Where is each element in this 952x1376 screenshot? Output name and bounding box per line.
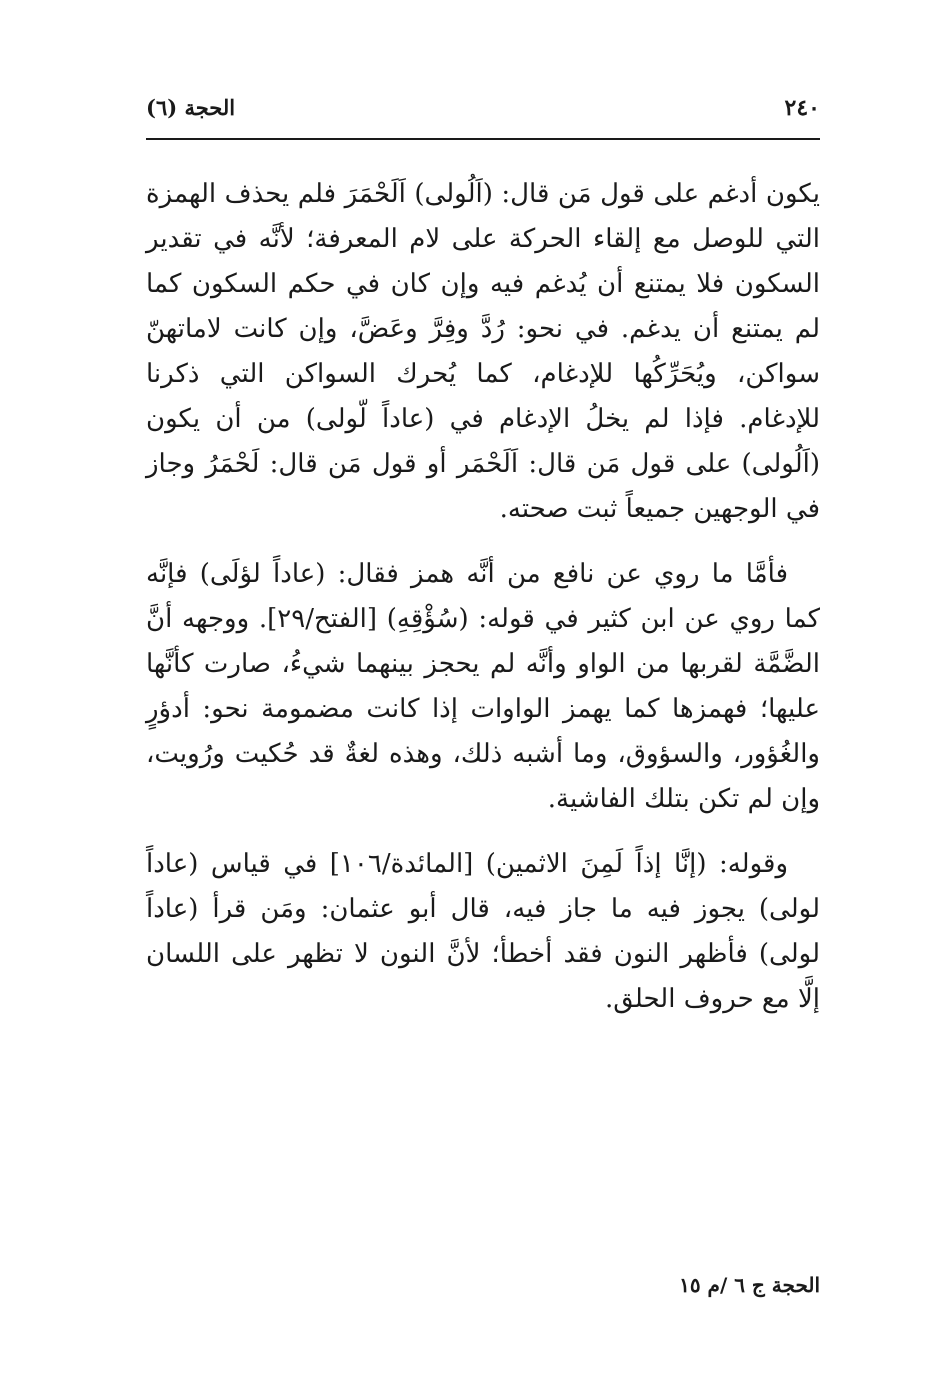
body-text: [146, 172, 820, 1042]
running-title: الحجة (٦): [146, 95, 236, 120]
paragraph: فأمَّا ما روي عن نافع من أنَّه همز فقال: (عاداً لؤلَى) فإنَّه كما روي عن ابن كثير في قوله: (سُؤْقِهِ) [الفتح/٢٩]. ووجهه أنَّ الضَّمَّة لقربها من الواو وأنَّه لم يحجز بينهما شيءُ، صارت كأنَّها عليها؛ فهمزها كما يهمز الواوات إذا كانت مضمومة نحو: أدؤرٍ والغُؤور، والسؤوق، وما أشبه ذلك، وهذه لغةٌ قد حُكيت ورُويت، وإن لم تكن بتلك الفاشية.: [146, 559, 820, 814]
paragraph: وقوله: (إنَّا إذاً لَمِنَ الاثمين) [المائدة/١٠٦] في قياس (عاداً لولى) يجوز فيه ما جاز فيه، قال أبو عثمان: ومَن قرأ (عاداً لولى) فأظهر النون فقد أخطأ؛ لأنَّ النون لا تظهر على اللسان إلَّا مع حروف الحلق.: [146, 849, 820, 1014]
running-head: [146, 92, 820, 132]
footer-signature: الحجة ج ٦ /م ١٥: [679, 1273, 820, 1297]
paragraph: يكون أدغم على قول مَن قال: (اَلُولى) اَلَحْمَرَ فلم يحذف الهمزة التي للوصل مع إلقاء الحركة على لام المعرفة؛ لأنَّه في تقدير السكون فلا يمتنع أن يُدغم فيه وإن كان في حكم السكون كما لم يمتنع أن يدغم. في نحو: رُدَّ وفِرَّ وعَضَّ، وإن كانت لاماتهنّ سواكن، ويُحَرِّكُها للإدغام، كما يُحرك السواكن التي ذكرنا للإدغام. فإذا لم يخلُ الإدغام في (عاداً لّولى) من أن يكون (اَلُولى) على قول مَن قال: اَلَحْمَر أو قول مَن قال: لَحْمَرُ وجاز في الوجهين جميعاً ثبت صحته.: [146, 179, 820, 524]
page-number: ٢٤٠: [784, 95, 820, 121]
header-rule: [146, 138, 820, 140]
